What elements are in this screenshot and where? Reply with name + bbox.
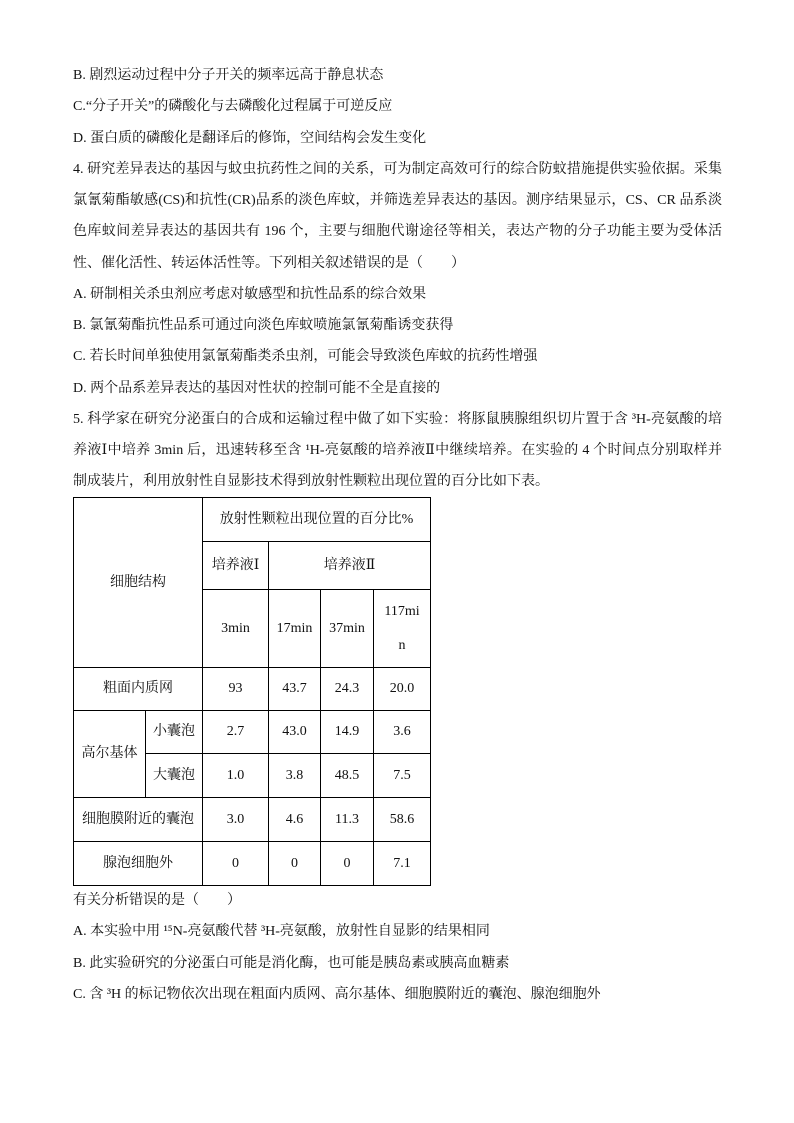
q5-stem-line-3: 制成装片，利用放射性自显影技术得到放射性颗粒出现位置的百分比如下表。 [73,474,549,490]
q5-stem-line-2: 养液Ⅰ中培养 3min 后，迅速转移至含 ¹H-亮氨酸的培养液Ⅱ中继续培养。在实验的 4 个时间点分别取样并 [73,443,722,458]
row-label: 细胞膜附近的囊泡 [74,798,203,842]
table-cell: 3.8 [269,754,321,798]
q5-option-b: B. 此实验研究的分泌蛋白可能是消化酶，也可能是胰岛素或胰高血糖素 [73,955,510,971]
table-cell: 0 [269,842,321,886]
row-label: 大囊泡 [146,754,203,798]
table-cell: 1.0 [203,754,269,798]
row-group-label: 高尔基体 [74,711,146,798]
radioactivity-table [73,497,431,886]
table-cell: 43.7 [269,668,321,711]
q4-option-d: D. 两个品系差异表达的基因对性状的控制可能不全是直接的 [73,380,441,396]
table-cell: 3.0 [203,798,269,842]
table-cell: 0 [321,842,374,886]
q4-stem-line-3: 色库蚊间差异表达的基因共有 196 个，主要与细胞代谢途径等相关，表达产物的分子功能主要为受体活 [73,224,722,240]
table-cell: 58.6 [374,798,431,842]
table-cell: 4.6 [269,798,321,842]
q4-stem-line-1: 4. 研究差异表达的基因与蚊虫抗药性之间的关系，可为制定高效可行的综合防蚊措施提供实验依据。采集 [73,161,722,177]
table-cell: 3.6 [374,711,431,754]
q4-stem-line-2: 氯氰菊酯敏感(CS)和抗性(CR)品系的淡色库蚊，并筛选差异表达的基因。测序结果显示，CS、CR 品系淡 [73,193,722,208]
table-cell: 43.0 [269,711,321,754]
table-header-row [74,498,431,542]
header-cell-percentage: 放射性颗粒出现位置的百分比% [203,498,431,542]
q5-option-a: A. 本实验中用 ¹⁵N-亮氨酸代替 ³H-亮氨酸，放射性自显影的结果相同 [73,924,490,940]
header-cell-time: 37min [321,590,374,668]
table-cell: 7.1 [374,842,431,886]
header-cell-structure: 细胞结构 [74,498,203,668]
q5-option-c: C. 含 ³H 的标记物依次出现在粗面内质网、高尔基体、细胞膜附近的囊泡、腺泡细胞外 [73,986,601,1002]
prev-option-c: C.“分子开关”的磷酸化与去磷酸化过程属于可逆反应 [73,99,393,115]
table-cell: 20.0 [374,668,431,711]
table-cell: 7.5 [374,754,431,798]
table-row [74,668,431,711]
prev-option-d: D. 蛋白质的磷酸化是翻译后的修饰，空间结构会发生变化 [73,130,427,146]
table-cell: 11.3 [321,798,374,842]
table-row [74,798,431,842]
row-label: 小囊泡 [146,711,203,754]
upper-text-block [73,60,722,498]
q4-stem-line-4: 性、催化活性、转运体活性等。下列相关叙述错误的是（ ） [73,255,465,271]
q4-option-b: B. 氯氰菊酯抗性品系可通过向淡色库蚊喷施氯氰菊酯诱变获得 [73,318,454,333]
row-label: 粗面内质网 [74,668,203,711]
q4-option-a: A. 研制相关杀虫剂应考虑对敏感型和抗性品系的综合效果 [73,286,427,302]
table-cell: 14.9 [321,711,374,754]
q5-prompt: 有关分析错误的是（ ） [73,893,241,908]
table-row [74,842,431,886]
table-cell: 93 [203,668,269,711]
header-cell-time: 17min [269,590,321,668]
header-cell-time: 3min [203,590,269,668]
q4-option-c: C. 若长时间单独使用氯氰菊酯类杀虫剂，可能会导致淡色库蚊的抗药性增强 [73,349,538,365]
prev-option-b: B. 剧烈运动过程中分子开关的频率远高于静息状态 [73,68,384,83]
q5-stem-line-1: 5. 科学家在研究分泌蛋白的合成和运输过程中做了如下实验：将豚鼠胰腺组织切片置于含 ³H-亮氨酸的培 [73,411,722,427]
table-cell: 0 [203,842,269,886]
table-cell: 24.3 [321,668,374,711]
lower-text-block [73,885,722,1010]
header-cell-time: 117min [374,590,431,668]
table-cell: 48.5 [321,754,374,798]
table-cell: 2.7 [203,711,269,754]
header-cell-medium-2: 培养液Ⅱ [269,542,431,590]
table-row [74,711,431,754]
header-cell-medium-1: 培养液Ⅰ [203,542,269,590]
row-label: 腺泡细胞外 [74,842,203,886]
